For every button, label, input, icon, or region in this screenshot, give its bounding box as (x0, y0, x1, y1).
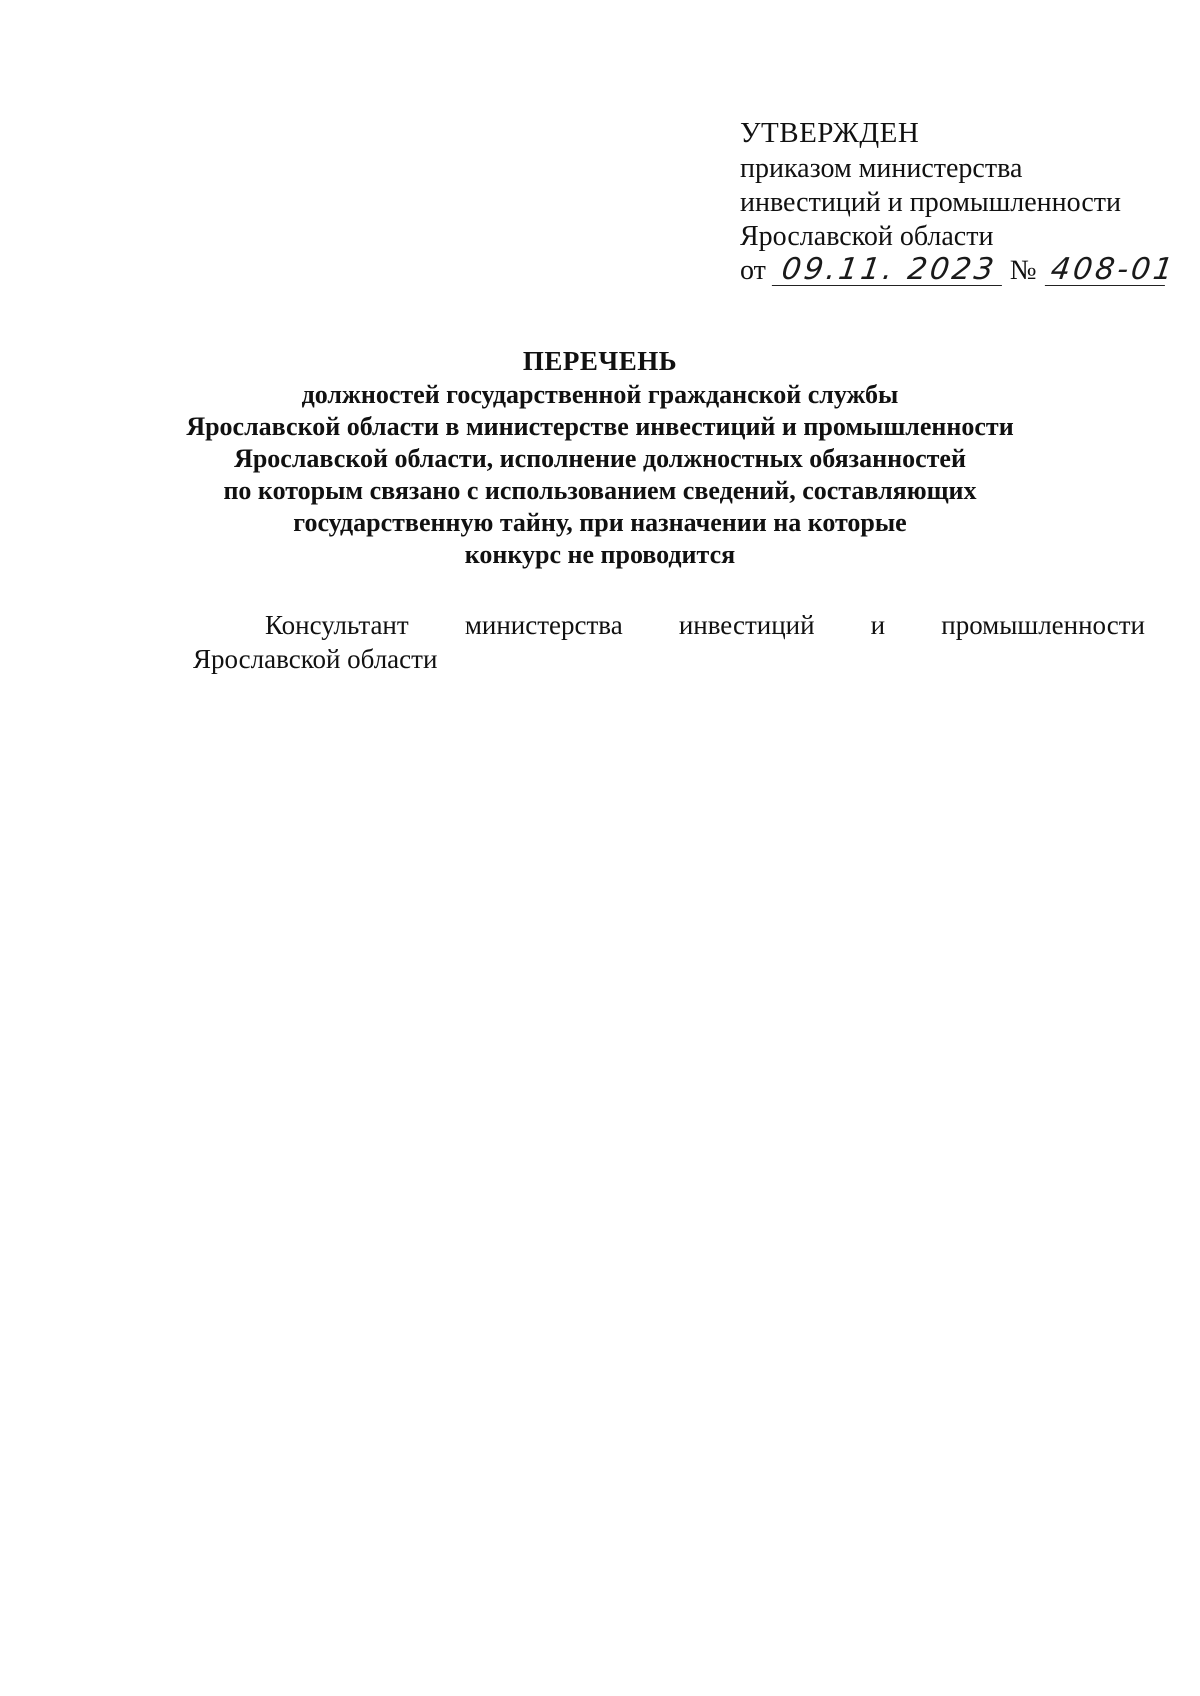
approval-line-2: инвестиций и промышленности (740, 187, 1121, 218)
title-line: должностей государственной гражданской службы (301, 380, 899, 409)
position-word: промышленности (941, 610, 1145, 640)
title-line: Ярославской области, исполнение должностных обязанностей (234, 444, 966, 473)
position-word: и (870, 610, 886, 640)
number-sign: № (1009, 255, 1037, 286)
position-entry (193, 608, 1145, 676)
position-word: министерства (464, 610, 623, 640)
approval-title: УТВЕРЖДЕН (740, 117, 920, 149)
position-word: инвестиций (678, 610, 815, 640)
document-heading: ПЕРЕЧЕНЬ (522, 346, 678, 376)
title-line: государственную тайну, при назначении на которые (293, 508, 907, 537)
position-entry-line-1 (193, 608, 1145, 642)
title-line: Ярославской области в министерстве инвестиций и промышленности (186, 412, 1014, 441)
approval-date-line (740, 252, 1178, 288)
approval-line-3: Ярославской области (740, 221, 994, 252)
title-line: по которым связано с использованием сведений, составляющих (223, 476, 977, 505)
date-prefix: от (740, 255, 766, 286)
handwritten-number: 408-01 (1044, 255, 1168, 286)
position-entry-line-2: Ярославской области (193, 644, 438, 674)
handwritten-date: 09.11. 2023 (772, 255, 1006, 286)
document-title (150, 345, 1050, 571)
position-word: Консультант (265, 610, 409, 640)
approval-stamp (740, 116, 1178, 288)
title-line: конкурс не проводится (464, 540, 736, 569)
approval-line-1: приказом министерства (740, 153, 1023, 184)
